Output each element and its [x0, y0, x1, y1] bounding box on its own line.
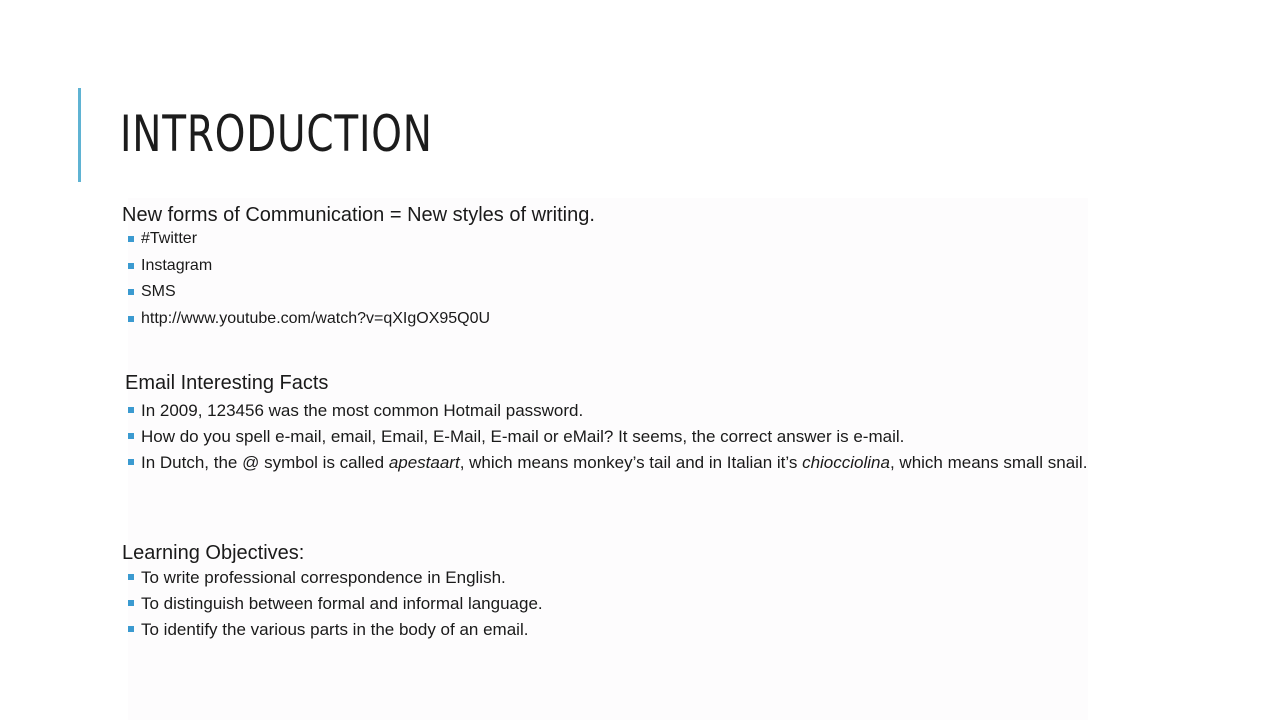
- section-communication: [122, 202, 595, 336]
- square-bullet-icon: [128, 574, 134, 580]
- list-item: To identify the various parts in the body of an email.: [122, 621, 543, 638]
- bullet-list: [122, 230, 595, 328]
- list-item: #Twitter: [122, 230, 595, 248]
- youtube-link[interactable]: http://www.youtube.com/watch?v=qXIgOX95Q0U: [141, 309, 491, 327]
- list-item: To write professional correspondence in English.: [122, 569, 543, 586]
- list-item: In 2009, 123456 was the most common Hotmail password.: [122, 402, 1091, 419]
- square-bullet-icon: [128, 626, 134, 632]
- bullet-list: [122, 402, 1091, 471]
- section-email-facts: [125, 370, 1091, 480]
- title-accent-bar: [78, 88, 81, 182]
- section-learning-objectives: [122, 540, 543, 647]
- list-item: In Dutch, the @ symbol is called apestaart, which means monkey’s tail and in Italian it’s chiocciolina, which means small snail.: [122, 454, 1091, 471]
- slide-title: INTRODUCTION: [120, 105, 433, 163]
- square-bullet-icon: [128, 459, 134, 465]
- section-heading: Email Interesting Facts: [125, 372, 329, 394]
- list-item: [122, 310, 595, 328]
- list-item: How do you spell e-mail, email, Email, E-Mail, E-mail or eMail? It seems, the correct answer is e-mail.: [122, 428, 1091, 445]
- list-item: To distinguish between formal and informal language.: [122, 595, 543, 612]
- square-bullet-icon: [128, 407, 134, 413]
- square-bullet-icon: [128, 263, 134, 269]
- square-bullet-icon: [128, 289, 134, 295]
- square-bullet-icon: [128, 433, 134, 439]
- square-bullet-icon: [128, 600, 134, 606]
- bullet-list: [122, 569, 543, 638]
- square-bullet-icon: [128, 236, 134, 242]
- list-item: SMS: [122, 283, 595, 301]
- list-item: Instagram: [122, 257, 595, 275]
- square-bullet-icon: [128, 316, 134, 322]
- section-heading: New forms of Communication = New styles of writing.: [122, 204, 595, 226]
- section-heading: Learning Objectives:: [122, 542, 305, 564]
